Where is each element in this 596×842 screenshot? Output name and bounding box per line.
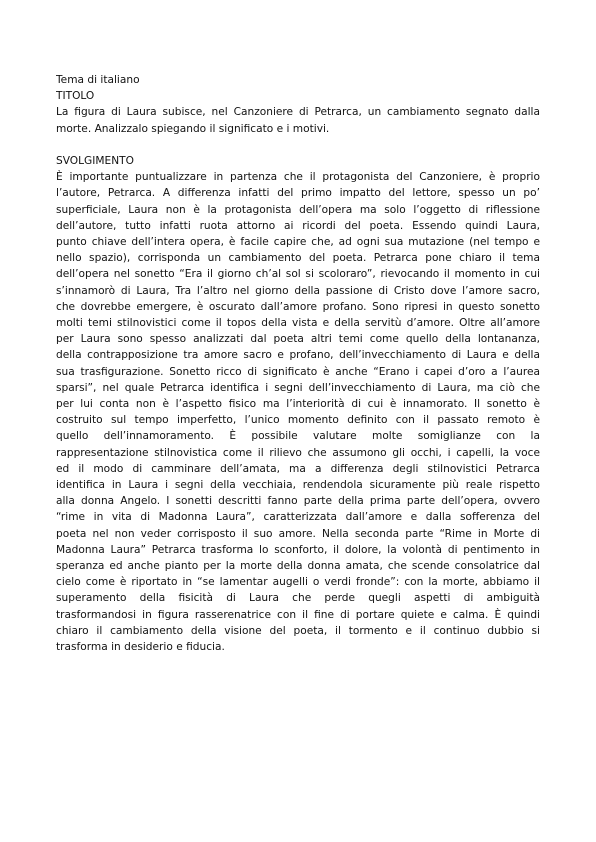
body-line: Madonna Laura” Petrarca trasforma lo sconforto, il dolore, la volontà di pentimento in — [56, 543, 540, 556]
body-line: per lui conta non è l’aspetto fisico ma l’interiorità di cui è innamorato. Il sonetto è — [56, 398, 540, 411]
body-line: dell’autore, tutto infatti ruota attorno ai ricordi del poeta. Essendo quindi Laura, — [56, 219, 540, 232]
body-line: alla donna Angelo. I sonetti descritti fanno parte della prima parte dell’opera, ovvero — [56, 495, 540, 508]
body-line: punto chiave dell’intera opera, è facile capire che, ad ogni sua mutazione (nel tempo e — [56, 236, 540, 249]
body-line: per Laura sono spesso analizzati dal poeta altri temi come quello della lontananza, — [56, 333, 540, 346]
body-line: molti temi stilnovistici come il topos della vista e della servitù d’amore. Oltre all’amore — [56, 317, 540, 330]
body-line: ed il modo di camminare dell’amata, ma a differenza degli stilnovistici Petrarca — [56, 462, 540, 475]
body-line: sua trasfigurazione. Sonetto ricco di significato è anche “Erano i capei d’oro a l’aurea — [56, 365, 540, 378]
document-page — [56, 72, 540, 655]
body-line: superficiale, Laura non è la protagonista dell’opera ma solo l’oggetto di riflessione — [56, 203, 540, 216]
paragraph-gap — [56, 137, 540, 153]
body-line: costruito sul tempo imperfetto, l’unico momento definito con il passato remoto è — [56, 414, 540, 427]
prompt-line: La figura di Laura subisce, nel Canzoniere di Petrarca, un cambiamento segnato dalla — [56, 106, 540, 119]
body-line: cielo come è riportato in “se lamentar augelli o verdi fronde”: con la morte, abbiamo il — [56, 576, 540, 589]
body-line: poeta nel non veder corrisposto il suo amore. Nella seconda parte “Rime in Morte di — [56, 527, 540, 540]
prompt-paragraph — [56, 104, 540, 136]
body-line: che dovrebbe emergere, è oscurato dall’amore profano. Sono ripresi in questo sonetto — [56, 300, 540, 313]
body-line: trasformandosi in figura rasserenatrice con il fine di portare quiete e calma. È quindi — [56, 608, 540, 621]
body-line: s’innamorò di Laura, Tra l’altro nel giorno della passione di Cristo dove l’amore sacro, — [56, 284, 540, 297]
body-line: “rime in vita di Madonna Laura”, caratterizzata dall’amore e dalla sofferenza del — [56, 511, 540, 524]
body-line: trasforma in desiderio e fiducia. — [56, 641, 225, 654]
body-line: l’autore, Petrarca. A differenza infatti del primo impatto del lettore, spesso un po’ — [56, 187, 540, 200]
body-line: superamento della fisicità di Laura che perde quegli aspetti di ambiguità — [56, 592, 540, 605]
body-line: dell’opera nel sonetto “Era il giorno ch’al sol si scoloraro”, rievocando il momento in cui — [56, 268, 540, 281]
document-header: Tema di italiano — [56, 74, 140, 86]
title-label: TITOLO — [56, 90, 95, 103]
section-label: SVOLGIMENTO — [56, 155, 134, 167]
body-paragraph — [56, 169, 540, 655]
body-line: È importante puntualizzare in partenza che il protagonista del Canzoniere, è proprio — [56, 171, 540, 184]
body-line: della contrapposizione tra amore sacro e profano, dell’invecchiamento di Laura e della — [56, 349, 540, 362]
body-line: chiaro il cambiamento della visione del poeta, il tormento e il continuo dubbio si — [56, 624, 540, 637]
body-line: nello spazio), corrisponda un cambiamento del poeta. Petrarca pone chiaro il tema — [56, 252, 540, 265]
body-line: identifica in Laura i segni della vecchiaia, rendendola sicuramente più reale rispetto — [56, 479, 540, 492]
prompt-line: morte. Analizzalo spiegando il significato e i motivi. — [56, 122, 330, 135]
body-line: quello dell’innamoramento. È possibile valutare molte somiglianze con la — [56, 430, 540, 443]
body-line: rappresentazione stilnovistica come il rilievo che assumono gli occhi, i capelli, la voce — [56, 446, 540, 459]
body-line: speranza ed anche pianto per la morte della donna amata, che scende consolatrice dal — [56, 560, 540, 573]
body-line: sparsi”, nel quale Petrarca identifica i segni dell’invecchiamento di Laura, ma ciò che — [56, 381, 540, 394]
